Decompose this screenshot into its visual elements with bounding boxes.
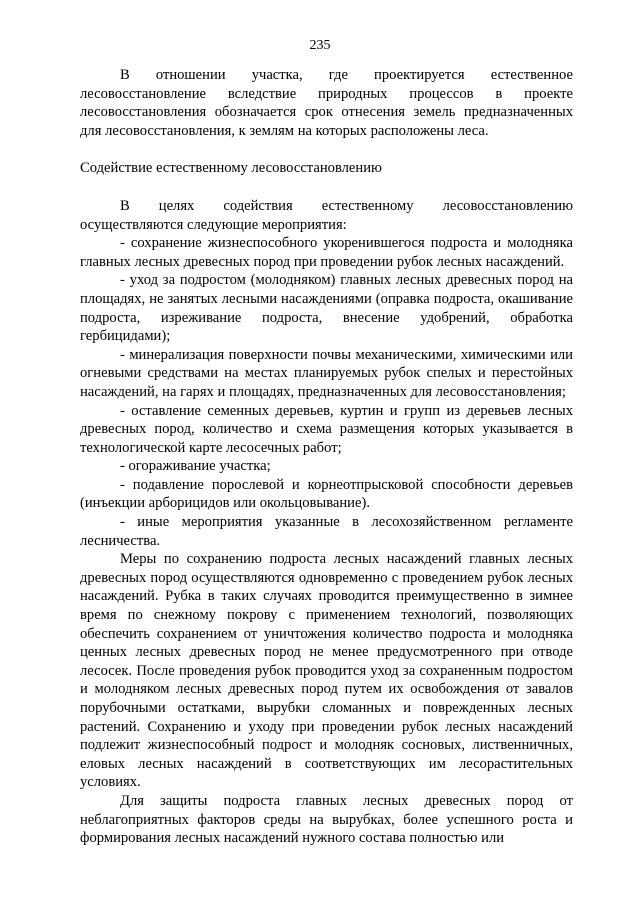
list-item: - уход за подростом (молодняком) главных лесных древесных пород на площадях, не занятых лесными насаждениями (оправка подроста, окашивание подроста, изреживание подроста, внесение удобрений, обработка гербицидами); <box>80 272 573 345</box>
paragraph-undergrowth-preservation: Меры по сохранению подроста лесных насаждений главных лесных древесных пород осуществляются одновременно с проведением рубок лесных насаждений. Рубка в таких случаях проводится преимущественно в зимнее время по снежному покрову с применением технологий, позволяющих обеспечить сохранением от уничтожения количество подроста и молодняка ценных лесных древесных пород не менее предусмотренного при отводе лесосек. После проведения рубок проводится уход за сохраненным подростом и молодняком лесных древесных пород путем их освобождения от завалов порубочными остатками, вырубки сломанных и поврежденных лесных растений. Сохранению и уходу при проведении рубок лесных насаждений подлежит жизнеспособный подрост и молодняк сосновых, лиственничных, еловых лесных насаждений в соответствующих им лесорастительных условиях. <box>80 551 573 791</box>
paragraph-measures-intro: В целях содействия естественному лесовосстановлению осуществляются следующие мероприятия: <box>80 197 573 233</box>
list-item: - иные мероприятия указанные в лесохозяйственном регламенте лесничества. <box>80 514 573 549</box>
page-number: 235 <box>309 38 331 53</box>
list-item: - оставление семенных деревьев, куртин и групп из деревьев лесных древесных пород, количество и схема размещения которых указывается в технологической карте лесосечных работ; <box>80 402 573 456</box>
document-body <box>80 66 573 848</box>
list-item: - подавление порослевой и корнеотпрысковой способности деревьев (инъекции арборицидов или окольцовывание). <box>80 476 573 512</box>
paragraph-intro: В отношении участка, где проектируется естественное лесовосстановление вследствие природных процессов в проекте лесовосстановления обозначается срок отнесения земель предназначенных для лесовосстановления, к землям на которых расположены леса. <box>80 67 573 139</box>
list-item: - сохранение жизнеспособного укоренившегося подроста и молодняка главных лесных древесных пород при проведении рубок лесных насаждений. <box>80 235 573 270</box>
paragraph-undergrowth-protection: Для защиты подроста главных лесных древесных пород от неблагоприятных факторов среды на вырубках, более успешного роста и формирования лесных насаждений нужного состава полностью или <box>80 792 573 847</box>
list-item: - минерализация поверхности почвы механическими, химическими или огневыми средствами на местах планируемых рубок спелых и перестойных насаждений, на гарях и площадях, предназначенных для лесовосстановления; <box>80 346 573 400</box>
list-item: - огораживание участка; <box>120 458 271 475</box>
section-heading: Содействие естественному лесовосстановлению <box>80 160 382 177</box>
